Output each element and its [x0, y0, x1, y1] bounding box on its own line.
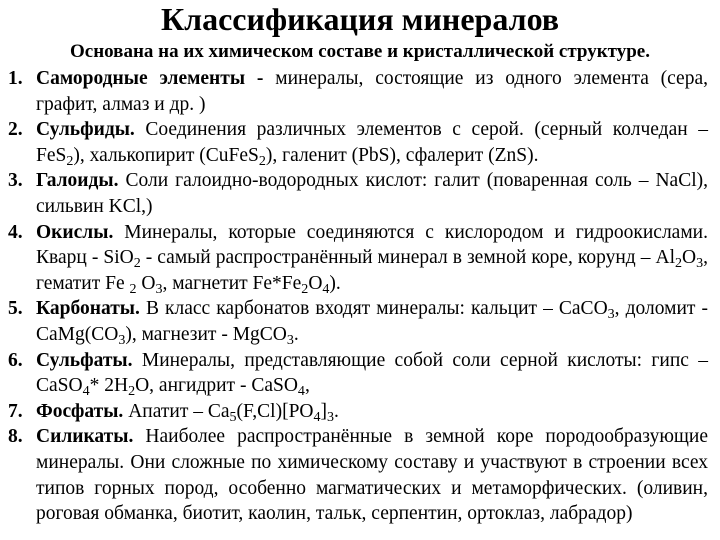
item-description: В класс карбонатов входят минералы: кальцит – CaCO$_3$, доломит - $CaMg(CO_3)$, магнезит - MgCO$_3$. — [36, 298, 708, 348]
formula-subscript: 4 — [82, 383, 90, 400]
item-number: 5. — [8, 298, 23, 320]
item-heading: Фосфаты. — [36, 400, 124, 422]
list-item-2 — [8, 117, 708, 168]
item-description: минералы, состоящие из одного элемента (сера, графит, алмаз и др. ) — [36, 68, 708, 115]
formula-subscript: 2 — [128, 383, 136, 400]
item-heading: Карбонаты. — [36, 298, 140, 320]
mineral-class-list — [8, 66, 708, 527]
formula-subscript: 2 — [675, 255, 683, 272]
list-item-1 — [8, 66, 708, 117]
formula-subscript: 2 — [129, 280, 137, 297]
item-description: Апатит – $Ca_5(F,Cl)[PO_4]_3$. — [123, 400, 339, 425]
formula-subscript: 5 — [229, 408, 237, 425]
list-item-6 — [8, 348, 708, 399]
item-number: 2. — [8, 119, 23, 141]
formula-subscript: 2 — [133, 255, 141, 272]
item-number: 3. — [8, 170, 23, 192]
formula-subscript: 3 — [327, 408, 335, 425]
item-number: 6. — [8, 349, 23, 371]
item-description: Соединения различных элементов с серой. (серный колчедан – FeS$_2$), халькопирит (CuFeS$_2$), галенит (PbS), сфалерит (ZnS). — [36, 119, 708, 169]
formula-subscript: 3 — [286, 331, 294, 348]
formula-subscript: 2 — [258, 152, 266, 169]
item-description: Соли галоидно-водородных кислот: галит (поваренная соль – NaCl), сильвин KCl,) — [36, 170, 708, 217]
item-number: 8. — [8, 426, 23, 448]
list-item-7 — [8, 399, 708, 425]
formula-subscript: 2 — [301, 280, 309, 297]
item-heading: Окислы. — [36, 221, 114, 243]
item-heading: Сульфаты. — [36, 349, 133, 371]
item-heading: Сульфиды. — [36, 119, 135, 141]
item-heading: Самородные элементы - — [36, 68, 264, 89]
page-subtitle: Основана на их химическом составе и кристаллической структуре. — [70, 41, 650, 62]
formula-subscript: 3 — [118, 331, 126, 348]
item-heading: Галоиды. — [36, 170, 119, 192]
item-number: 7. — [8, 400, 23, 422]
item-description: Наиболее распространённые в земной коре породообразующие минералы. Они сложные по химическому составу и участвуют в строении всех типов горных пород, особенно магматических и метаморфических. (оливин, роговая обманка, биотит, каолин, тальк, серпентин, ортоклаз, лабрадор) — [36, 426, 708, 525]
formula-subscript: 4 — [322, 280, 330, 297]
item-description: Минералы, представляющие собой соли серной кислоты: гипс – CaSO$_4$* $2H_2O$, ангидрит - CaSO$_4$, — [36, 349, 708, 400]
formula-subscript: 4 — [313, 408, 321, 425]
item-number: 1. — [8, 68, 23, 89]
item-number: 4. — [8, 221, 23, 243]
formula-subscript: 3 — [607, 306, 615, 323]
formula-subscript: 3 — [155, 280, 163, 297]
list-item-8 — [8, 424, 708, 526]
formula-subscript: 3 — [696, 255, 704, 272]
item-heading: Силикаты. — [36, 426, 134, 448]
list-item-4 — [8, 220, 708, 297]
formula-subscript: 4 — [297, 383, 305, 400]
item-description: Минералы, которые соединяются с кислородом и гидроокислами. Кварц - SiO$_2$ - самый распространённый минерал в земной коре, корунд – $Al_2O_3$, гематит Fe $_2$ $O_3$, магнетит $Fe*Fe_2O_4$). — [36, 221, 709, 297]
list-item-5 — [8, 296, 708, 347]
list-item-3 — [8, 168, 708, 219]
formula-subscript: 2 — [66, 152, 74, 169]
page-title: Классификация минералов — [160, 1, 560, 37]
